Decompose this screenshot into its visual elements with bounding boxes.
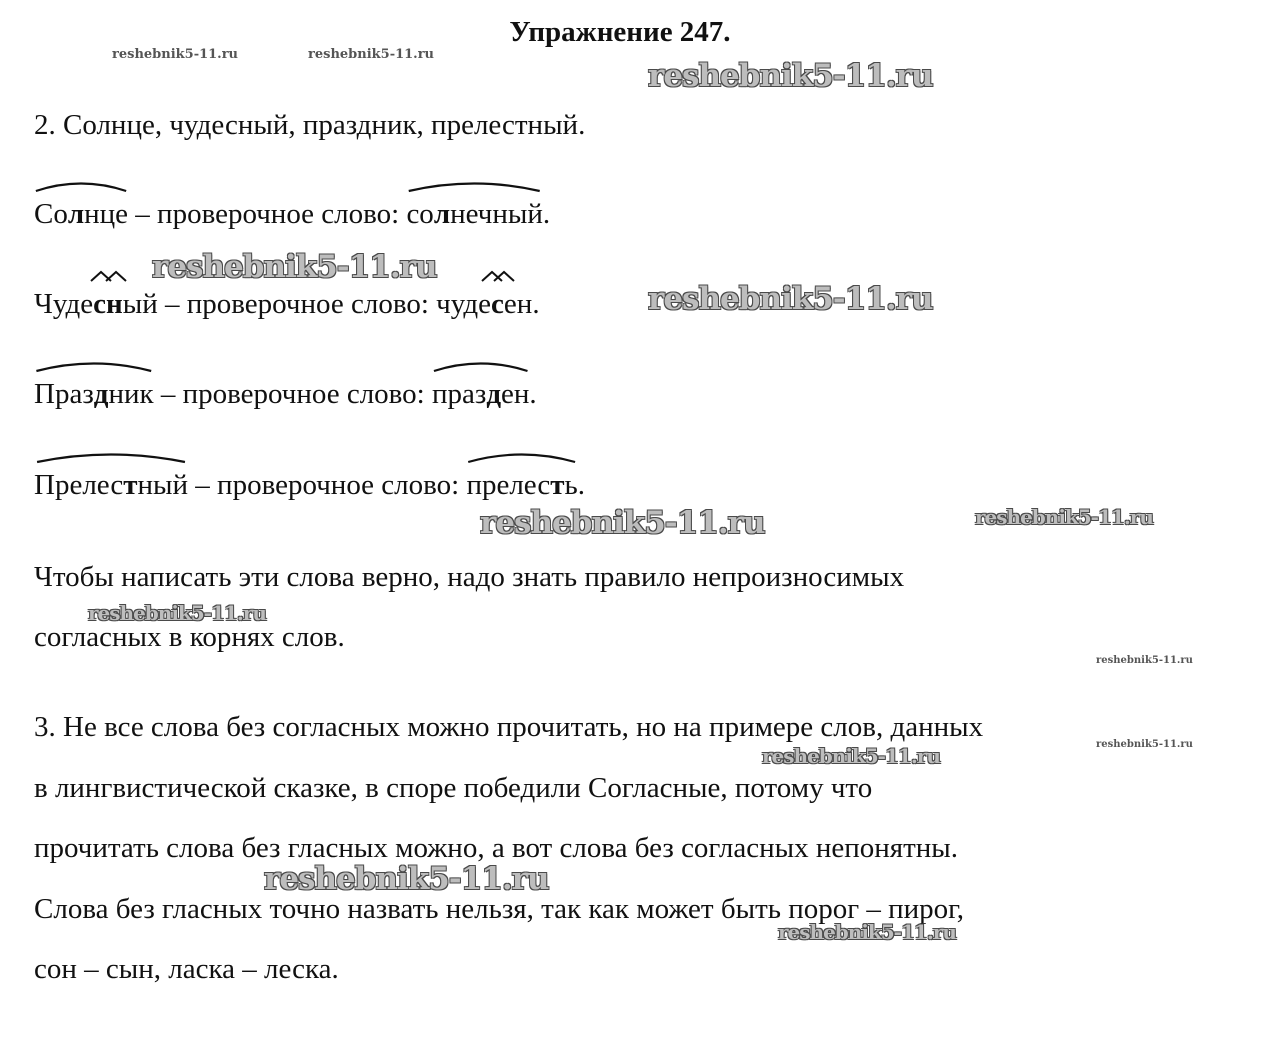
entry-separator: – проверочное слово: — [157, 288, 437, 320]
word-with-root-arc — [34, 377, 154, 411]
check-suffix-part: ь — [564, 469, 578, 501]
check-suffix-part: ен — [501, 378, 530, 410]
root-arc-mark — [34, 449, 188, 463]
word-entry-3 — [34, 377, 537, 411]
check-root-consonant: д — [486, 378, 502, 410]
suffix-hat-group — [93, 287, 123, 321]
section-3-line-3: прочитать слова без гласных можно, а вот слова без согласных непонятны. — [34, 832, 959, 864]
watermark: reshebnik5-11.ru — [975, 505, 1153, 529]
watermark: reshebnik5-11.ru — [480, 505, 765, 541]
root-arc-mark — [34, 178, 128, 192]
section-3-line-1: 3. Не все слова без согласных можно прочитать, но на примере слов, данных — [34, 711, 984, 743]
watermark: reshebnik5-11.ru — [112, 47, 239, 62]
word-entry-2 — [34, 287, 540, 321]
check-prefix: со — [406, 198, 434, 230]
entry-separator: – проверочное слово: — [188, 469, 467, 501]
root-consonant: д — [93, 378, 109, 410]
word-with-root-arc — [34, 197, 128, 231]
check-word-with-root-arc — [466, 468, 577, 502]
check-prefix: прелес — [466, 469, 551, 501]
root-arc-mark — [406, 178, 542, 192]
check-word-with-root-arc — [406, 197, 542, 231]
watermark: reshebnik5-11.ru — [1096, 739, 1193, 750]
suffix-hat-mark — [105, 270, 127, 282]
check-prefix: чуде — [436, 288, 492, 320]
check-root-consonant: т — [550, 469, 565, 501]
check-suffix-part: нечный — [450, 198, 543, 230]
root-arc-mark — [432, 358, 529, 372]
watermark: reshebnik5-11.ru — [648, 58, 933, 94]
exercise-title: Упражнение 247. — [509, 16, 731, 48]
entry-end: . — [532, 288, 540, 320]
check-word-with-root-arc — [432, 377, 529, 411]
watermark: reshebnik5-11.ru — [778, 920, 956, 944]
word-suffix: ник — [108, 378, 154, 410]
root-consonant: л — [67, 198, 85, 230]
word-entry-1 — [34, 197, 550, 231]
word-prefix: Чуде — [34, 288, 94, 320]
root-arc-mark — [34, 358, 154, 372]
watermark: reshebnik5-11.ru — [648, 281, 933, 317]
section-3-line-4: Слова без гласных точно назвать нельзя, так как может быть порог – пирог, — [34, 893, 965, 925]
entry-separator: – проверочное слово: — [128, 198, 407, 230]
section-2-intro: 2. Солнце, чудесный, праздник, прелестный. — [34, 109, 586, 141]
watermark: reshebnik5-11.ru — [152, 249, 437, 285]
word-with-root-arc — [34, 468, 188, 502]
entry-end: . — [542, 198, 551, 230]
watermark: reshebnik5-11.ru — [1096, 655, 1193, 666]
watermark: reshebnik5-11.ru — [264, 861, 549, 897]
section-3-line-2: в лингвистической сказке, в споре победили Согласные, потому что — [34, 772, 873, 804]
entry-separator: – проверочное слово: — [153, 378, 432, 410]
root-consonants: сн — [93, 288, 123, 320]
root-arc-mark — [466, 449, 577, 463]
suffix-hat-mark — [493, 270, 515, 282]
entry-end: . — [529, 378, 537, 410]
rule-line-2: согласных в корнях слов. — [34, 621, 345, 653]
entry-end: . — [577, 469, 585, 501]
check-prefix: праз — [431, 378, 487, 410]
check-root-consonant: с — [491, 288, 504, 320]
section-3-line-5: сон – сын, ласка – леска. — [34, 953, 339, 985]
word-prefix: Праз — [34, 378, 94, 410]
root-consonant: т — [123, 469, 138, 501]
watermark: reshebnik5-11.ru — [762, 744, 940, 768]
word-prefix: Прелес — [34, 469, 124, 501]
word-suffix: ый — [122, 288, 158, 320]
watermark: reshebnik5-11.ru — [308, 47, 435, 62]
word-suffix: ный — [137, 469, 189, 501]
word-entry-4 — [34, 468, 585, 502]
word-prefix: Со — [34, 198, 68, 230]
rule-line-1: Чтобы написать эти слова верно, надо знать правило непроизносимых — [34, 561, 905, 593]
check-root-consonant: л — [433, 198, 451, 230]
watermark: reshebnik5-11.ru — [88, 601, 266, 625]
check-suffix-part: ен — [503, 288, 533, 320]
check-hat-group — [491, 287, 504, 321]
word-suffix: нце — [84, 198, 129, 230]
